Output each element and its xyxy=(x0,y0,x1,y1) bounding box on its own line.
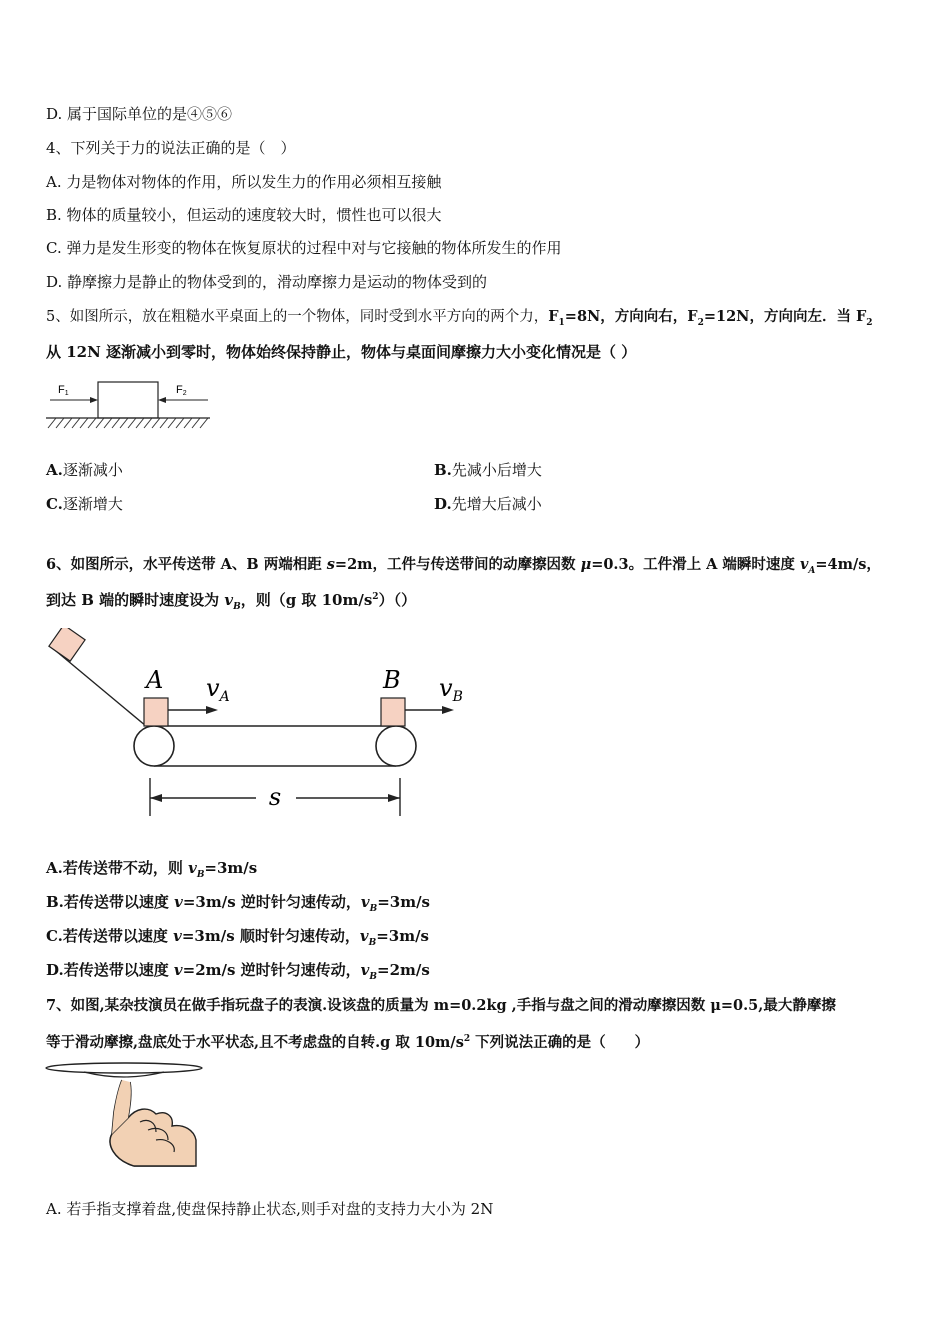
question-5-option-c: C.逐渐增大 xyxy=(46,495,123,513)
q6-figure xyxy=(46,628,476,820)
question-4-option-a: A. 力是物体对物体的作用，所以发生力的作用必须相互接触 xyxy=(46,173,442,191)
q6-conveyor-diagram xyxy=(46,628,476,820)
q5-figure xyxy=(44,376,214,434)
question-6-option-c: C.若传送带以速度 v=3m/s 顺时针匀速传动，$v_B=3m/s$ xyxy=(46,927,430,948)
question-6-option-d: D.若传送带以速度 v=2m/s 逆时针匀速传动，$v_B=2m/s$ xyxy=(46,961,430,982)
question-4-option-d: D. 静摩擦力是静止的物体受到的，滑动摩擦力是运动的物体受到的 xyxy=(46,273,488,291)
question-4-stem: 4、下列关于力的说法正确的是（ ） xyxy=(46,139,296,157)
option-d-previous: D. 属于国际单位的是④⑤⑥ xyxy=(46,105,233,123)
q6-fig-label-s: s xyxy=(268,783,282,811)
q5-fig-f2-label: F2 xyxy=(176,384,187,397)
q6-fig-label-a: A xyxy=(146,666,164,694)
q7-figure xyxy=(44,1060,204,1170)
q6-fig-label-va: $v_A$ xyxy=(206,674,230,705)
question-5-stem-line2: 从 12N 逐渐减小到零时，物体始终保持静止，物体与桌面间摩擦力大小变化情况是（ ） xyxy=(46,343,637,361)
question-6-stem-line2: 到达 B 端的瞬时速度设为 $v_B$，则（g 取 $10m/s^2)()$ xyxy=(46,591,417,612)
question-7-stem-line1: 7、如图,某杂技演员在做手指玩盘子的表演.设该盘的质量为 m=0.2kg ,手指与盘之间的滑动摩擦因数 μ=0.5,最大静摩擦 xyxy=(46,997,836,1014)
question-6-option-a: A.若传送带不动，则 $v_B=3m/s$ xyxy=(46,859,258,880)
question-5-option-d: D.先增大后减小 xyxy=(434,495,542,513)
question-6-stem-line1: 6、如图所示，水平传送带 A、B 两端相距 s=2m，工件与传送带间的动摩擦因数 μ=0.3。工件滑上 A 端瞬时速度 $v_A=4m/s$， xyxy=(46,556,881,576)
question-7-stem-line2: 等于滑动摩擦,盘底处于水平状态,且不考虑盘的自转.g 取 $10m/s^2$ 下列说法正确的是（ ） xyxy=(46,1034,650,1051)
question-4-option-b: B. 物体的质量较小，但运动的速度较大时，惯性也可以很大 xyxy=(46,206,442,224)
q6-fig-label-b: B xyxy=(383,666,401,694)
q5-block-diagram xyxy=(44,376,214,434)
q5-fig-f1-label: F1 xyxy=(58,384,69,397)
question-4-option-c: C. 弹力是发生形变的物体在恢复原状的过程中对与它接触的物体所发生的作用 xyxy=(46,239,562,257)
question-5-stem-line1: 5、如图所示，放在粗糙水平桌面上的一个物体，同时受到水平方向的两个力，$F_1=8N$，方向向右，$F_2=12N$，方向向左．当 $F_2$ xyxy=(46,308,873,328)
question-7-option-a: A. 若手指支撑着盘,使盘保持静止状态,则手对盘的支持力大小为 2N xyxy=(46,1200,494,1218)
question-6-option-b: B.若传送带以速度 v=3m/s 逆时针匀速传动，$v_B=3m/s$ xyxy=(46,893,431,914)
q6-fig-label-vb: $v_B$ xyxy=(439,674,463,705)
q7-plate-on-finger xyxy=(44,1060,204,1170)
question-5-option-b: B.先减小后增大 xyxy=(434,461,542,479)
question-5-option-a: A.逐渐减小 xyxy=(46,461,123,479)
